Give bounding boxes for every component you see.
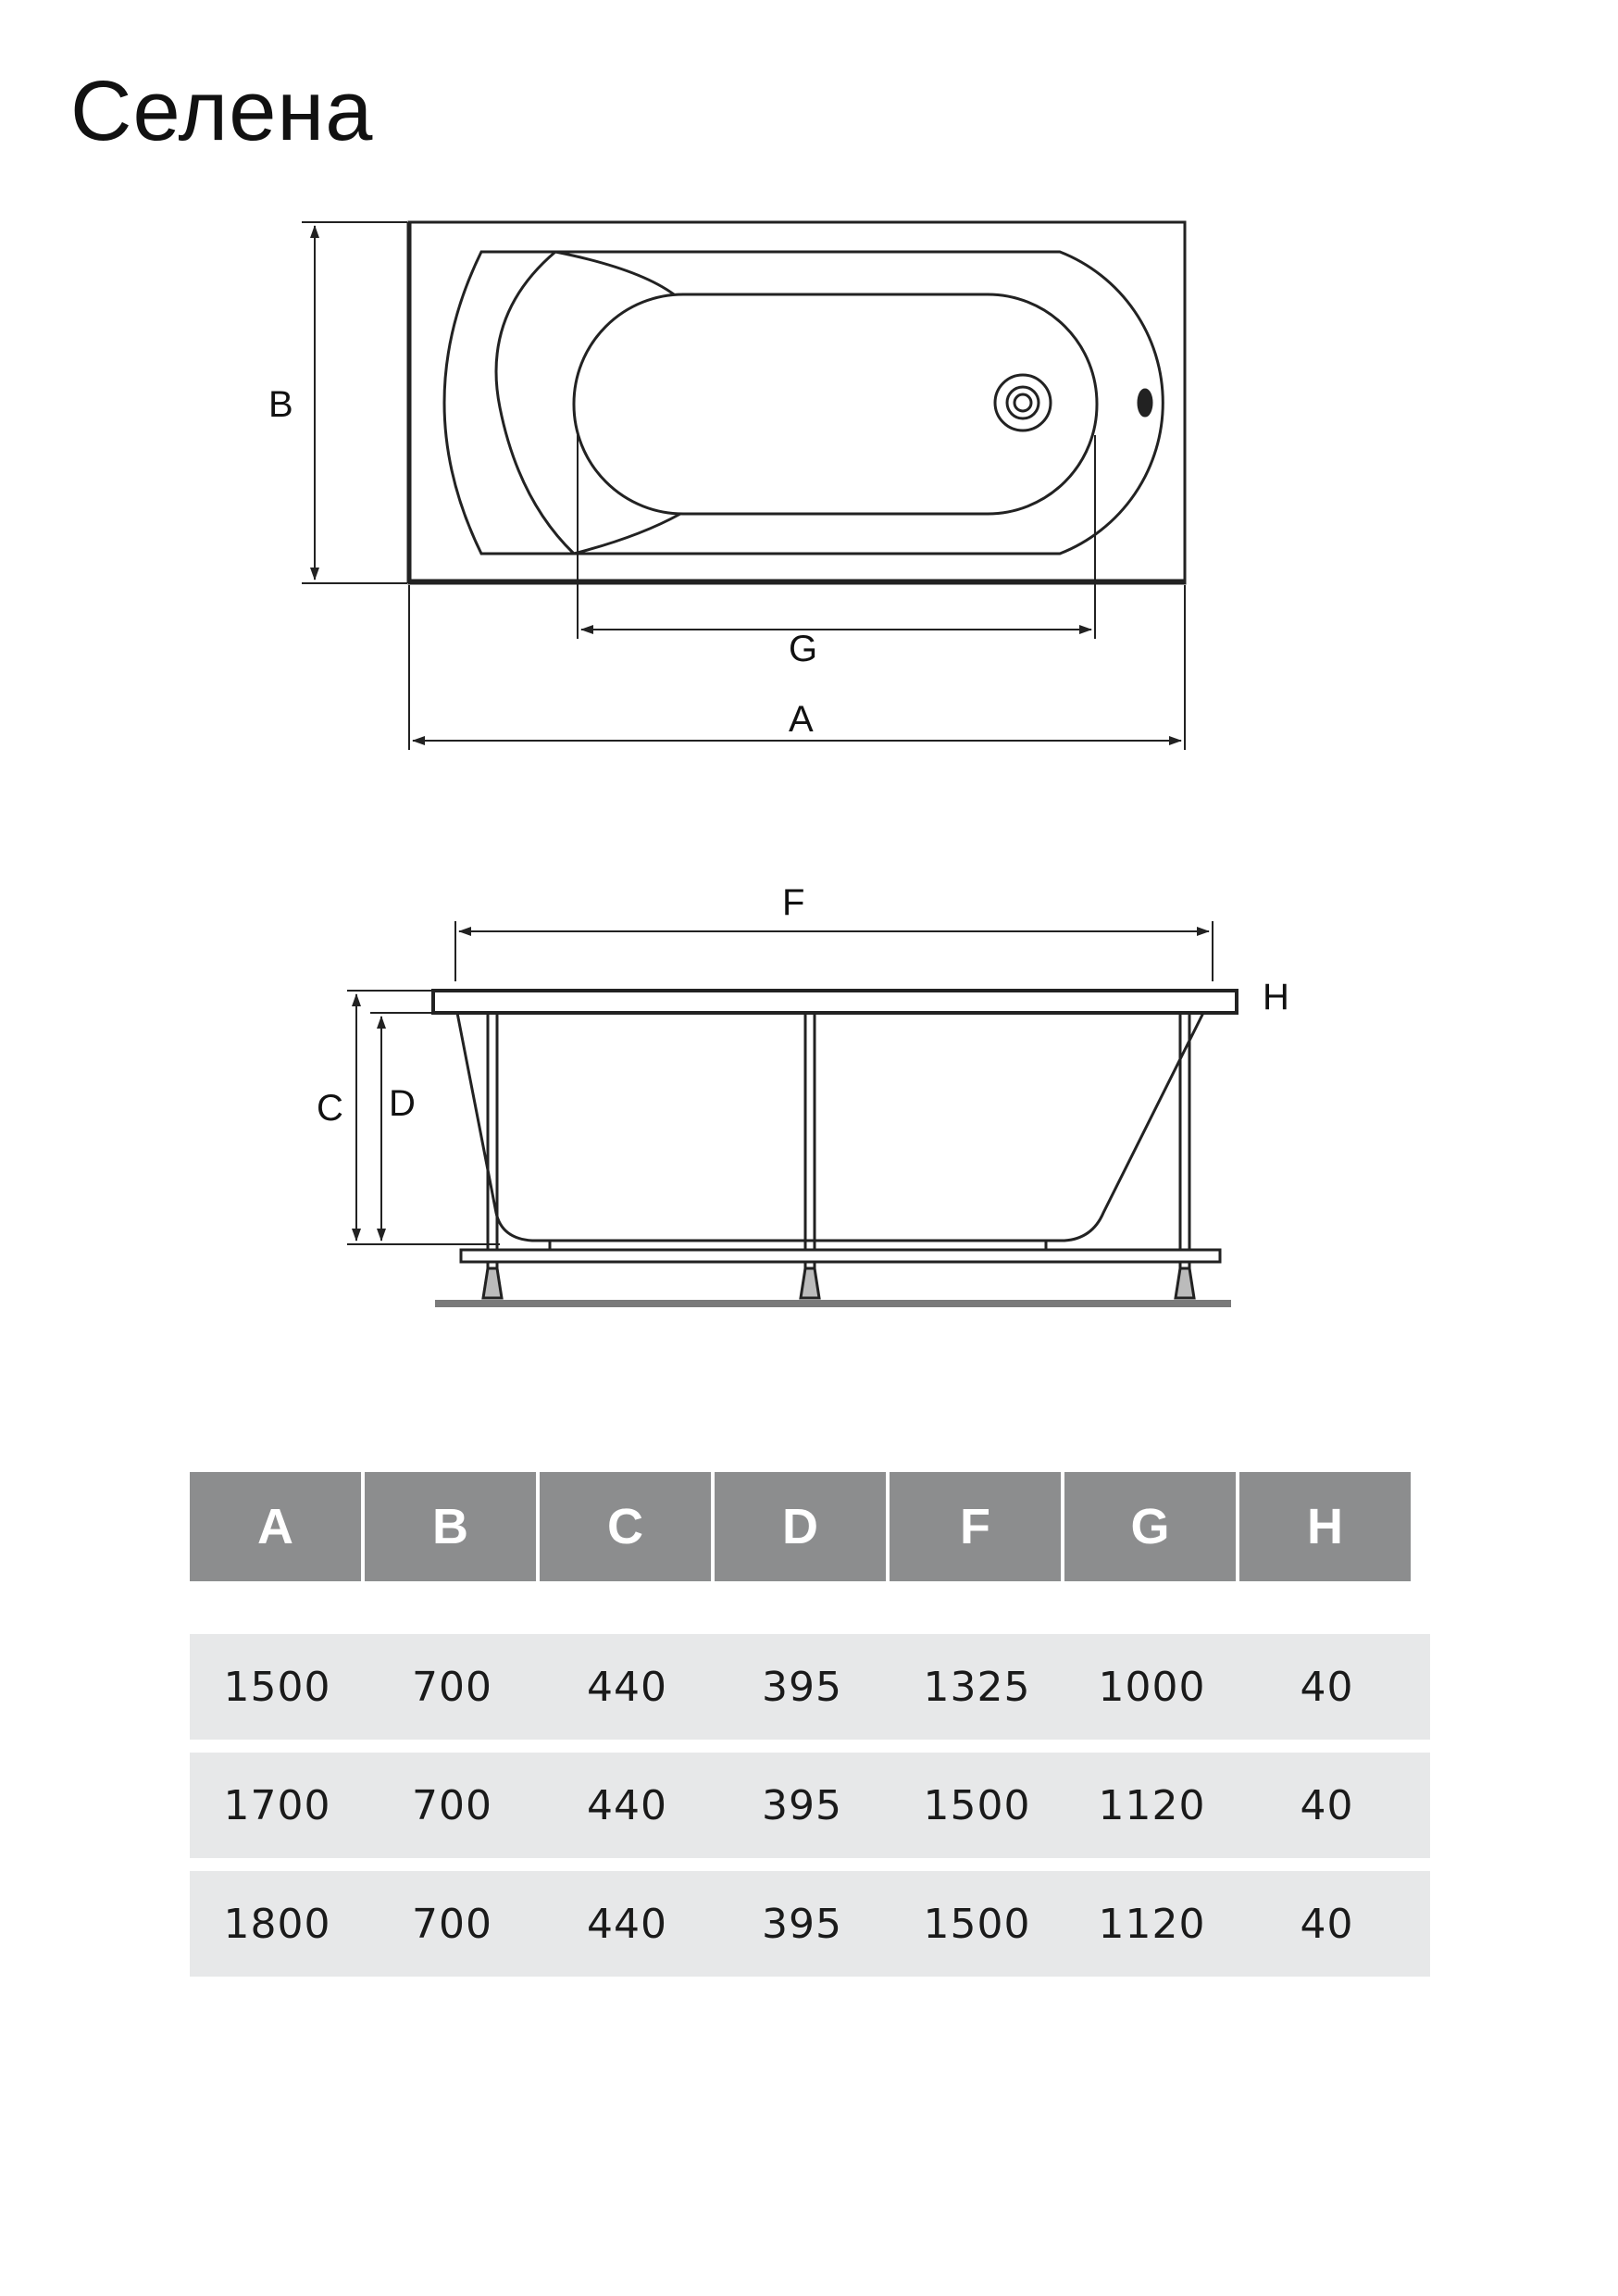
cell: 40 (1300, 1781, 1354, 1829)
cell: 700 (412, 1900, 492, 1948)
cell: 700 (412, 1663, 492, 1711)
cell: 1000 (1098, 1663, 1206, 1711)
header-f: F (890, 1472, 1061, 1581)
label-f: F (782, 882, 805, 923)
table-row (190, 1634, 1430, 1740)
cell: 440 (587, 1663, 667, 1711)
overflow-icon (1139, 390, 1151, 416)
page-title: Селена (70, 64, 374, 158)
header-g: G (1064, 1472, 1236, 1581)
dimensions-table (190, 1472, 1430, 1990)
tub-bottom-outline (574, 294, 1097, 514)
cell: 1500 (923, 1781, 1031, 1829)
table-row (190, 1753, 1430, 1858)
table-header (190, 1472, 1430, 1581)
tub-basin-outline (444, 252, 1163, 554)
cell: 440 (587, 1781, 667, 1829)
label-d: D (389, 1083, 416, 1124)
frame-rail (461, 1250, 1220, 1262)
cell: 395 (762, 1781, 842, 1829)
cell: 1500 (923, 1900, 1031, 1948)
header-h: H (1239, 1472, 1411, 1581)
cell: 1325 (923, 1663, 1031, 1711)
cell: 1800 (223, 1900, 331, 1948)
cell: 1120 (1098, 1781, 1206, 1829)
header-c: C (540, 1472, 711, 1581)
label-b: B (268, 384, 293, 425)
tub-body (457, 1013, 1203, 1241)
header-b: B (365, 1472, 536, 1581)
header-d: D (715, 1472, 886, 1581)
dimension-b (302, 222, 407, 583)
cell: 40 (1300, 1663, 1354, 1711)
dimension-g (578, 435, 1095, 639)
cell: 395 (762, 1663, 842, 1711)
top-view (409, 222, 1185, 583)
drain-icon (995, 375, 1051, 430)
tub-rim (433, 991, 1237, 1013)
header-a: A (190, 1472, 361, 1581)
cell: 1700 (223, 1781, 331, 1829)
label-c: C (317, 1088, 343, 1129)
floor (435, 1300, 1231, 1307)
dimension-f (455, 921, 1213, 981)
table-row (190, 1871, 1430, 1977)
foot (801, 1268, 819, 1298)
cell: 40 (1300, 1900, 1354, 1948)
foot (1176, 1268, 1194, 1298)
foot (483, 1268, 502, 1298)
cell: 1500 (223, 1663, 331, 1711)
dimension-d (370, 1013, 454, 1241)
cell: 1120 (1098, 1900, 1206, 1948)
headrest-outline (496, 252, 574, 554)
tub-outer-rim (409, 222, 1185, 583)
cell: 700 (412, 1781, 492, 1829)
label-a: A (789, 699, 814, 740)
side-view (433, 991, 1237, 1298)
label-g: G (789, 629, 818, 669)
cell: 440 (587, 1900, 667, 1948)
label-h: H (1263, 977, 1289, 1017)
cell: 395 (762, 1900, 842, 1948)
